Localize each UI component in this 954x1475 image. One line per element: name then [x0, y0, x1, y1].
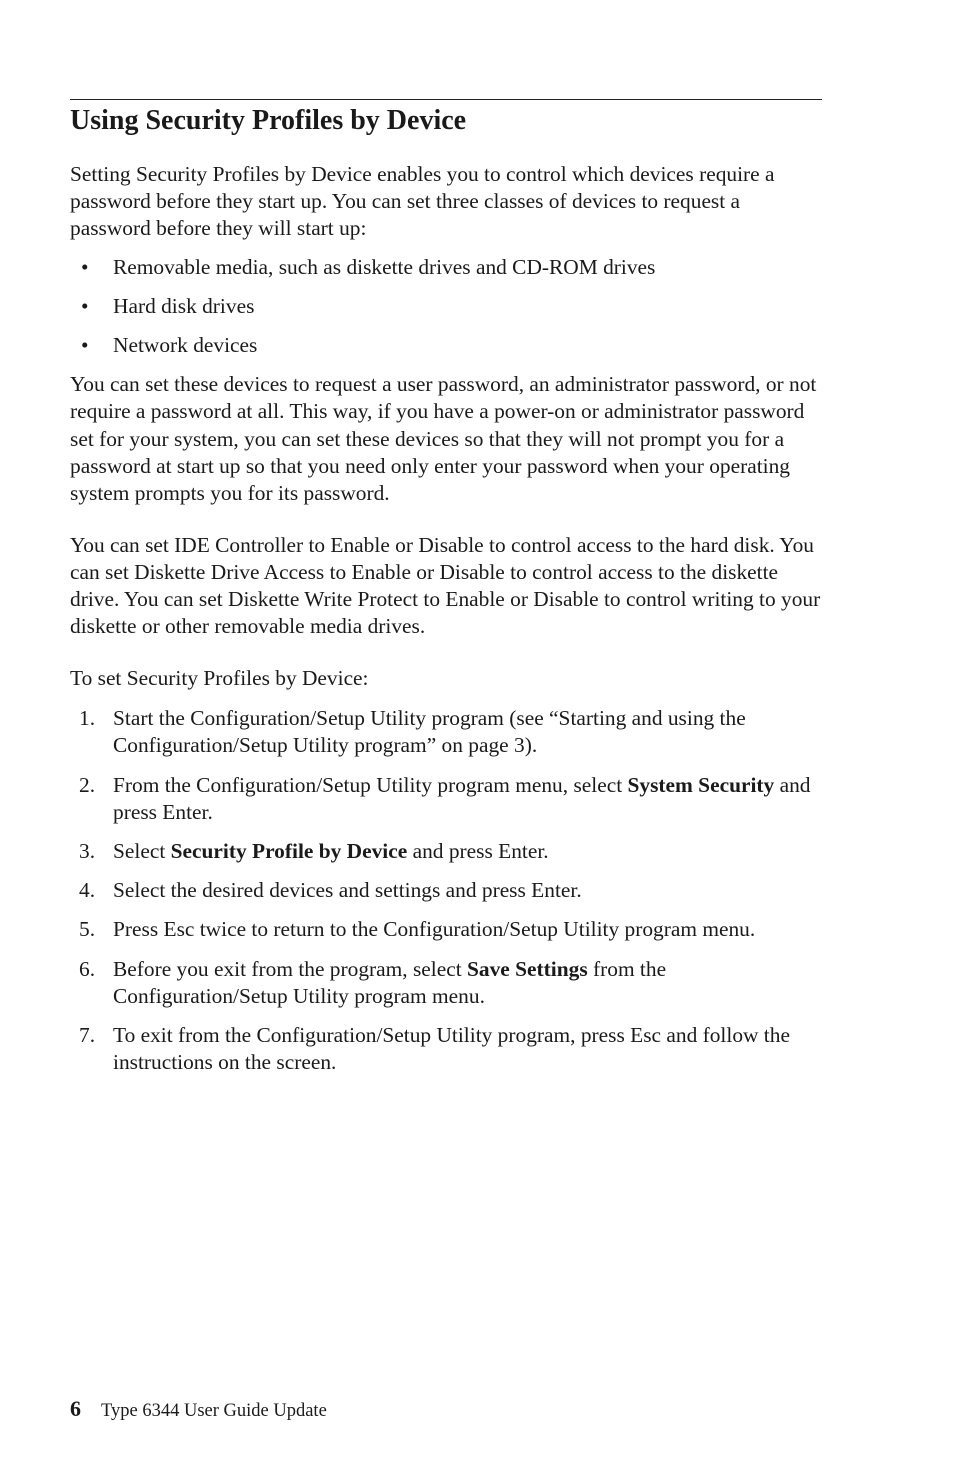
page-footer [70, 1396, 327, 1424]
step-text-bold: Save Settings [467, 956, 588, 981]
bullet-icon: • [81, 333, 89, 358]
steps-list [70, 705, 822, 1076]
step-text-pre: Before you exit from the program, select [113, 956, 468, 981]
controller-paragraph: You can set IDE Controller to Enable or Disable to control access to the hard disk. You can set Diskette Drive Access to Enable or Disable to control access to the diskette drive. You can set Diskette Write Protect to Enable or Disable to control writing to your diskette or other removable media drives. [70, 532, 821, 639]
list-item-text: Network devices [113, 333, 258, 358]
step-item [70, 772, 822, 826]
page-content [70, 102, 822, 1088]
step-text: Select the desired devices and settings and press Enter. [113, 878, 582, 903]
bullet-icon: • [81, 254, 89, 279]
step-text-bold: System Security [627, 772, 775, 797]
step-text-post: and press Enter. [407, 839, 549, 864]
step-item [70, 877, 822, 904]
step-number: 6. [79, 956, 96, 981]
step-text: Start the Configuration/Setup Utility program (see “Starting and using the Configuration/Setup Utility program” on page 3). [113, 706, 746, 758]
step-item [70, 838, 822, 865]
list-item [70, 293, 822, 320]
step-text-pre: From the Configuration/Setup Utility program menu, select [113, 772, 628, 797]
step-text-post: from the Configuration/Setup Utility program menu. [113, 956, 667, 1008]
step-item [70, 705, 822, 759]
step-text: To exit from the Configuration/Setup Utility program, press Esc and follow the instructions on the screen. [113, 1023, 790, 1075]
step-text-pre: Select [113, 839, 171, 864]
footer-title: Type 6344 User Guide Update [101, 1401, 327, 1421]
step-text-bold: Security Profile by Device [170, 839, 408, 864]
step-number: 3. [79, 839, 96, 864]
page-title: Using Security Profiles by Device [70, 105, 467, 136]
step-item [70, 1022, 822, 1076]
intro-paragraph: Setting Security Profiles by Device enables you to control which devices require a password before they start up. You can set three classes of devices to request a password before they will start up: [70, 162, 775, 241]
step-number: 4. [79, 878, 96, 903]
step-number: 5. [79, 917, 96, 942]
step-item [70, 956, 822, 1010]
step-text-post: and press Enter. [113, 772, 811, 824]
device-class-list [70, 254, 822, 360]
bullet-icon: • [81, 293, 89, 318]
password-paragraph: You can set these devices to request a user password, an administrator password, or not require a password at all. This way, if you have a power-on or administrator password set for your system, you can set these devices so that they will not prompt you for a password at start up so that you need only enter your password when your operating system prompts you for its password. [70, 372, 817, 506]
list-item-text: Hard disk drives [113, 293, 255, 318]
list-item-text: Removable media, such as diskette drives and CD-ROM drives [113, 254, 656, 279]
list-item [70, 332, 822, 359]
heading-rule [70, 99, 822, 100]
list-item [70, 254, 822, 281]
step-number: 1. [79, 706, 96, 731]
page-number: 6 [70, 1396, 81, 1421]
step-number: 7. [79, 1023, 96, 1048]
step-item [70, 916, 822, 943]
steps-intro: To set Security Profiles by Device: [70, 666, 369, 691]
step-text: Press Esc twice to return to the Configuration/Setup Utility program menu. [113, 917, 756, 942]
step-number: 2. [79, 772, 96, 797]
